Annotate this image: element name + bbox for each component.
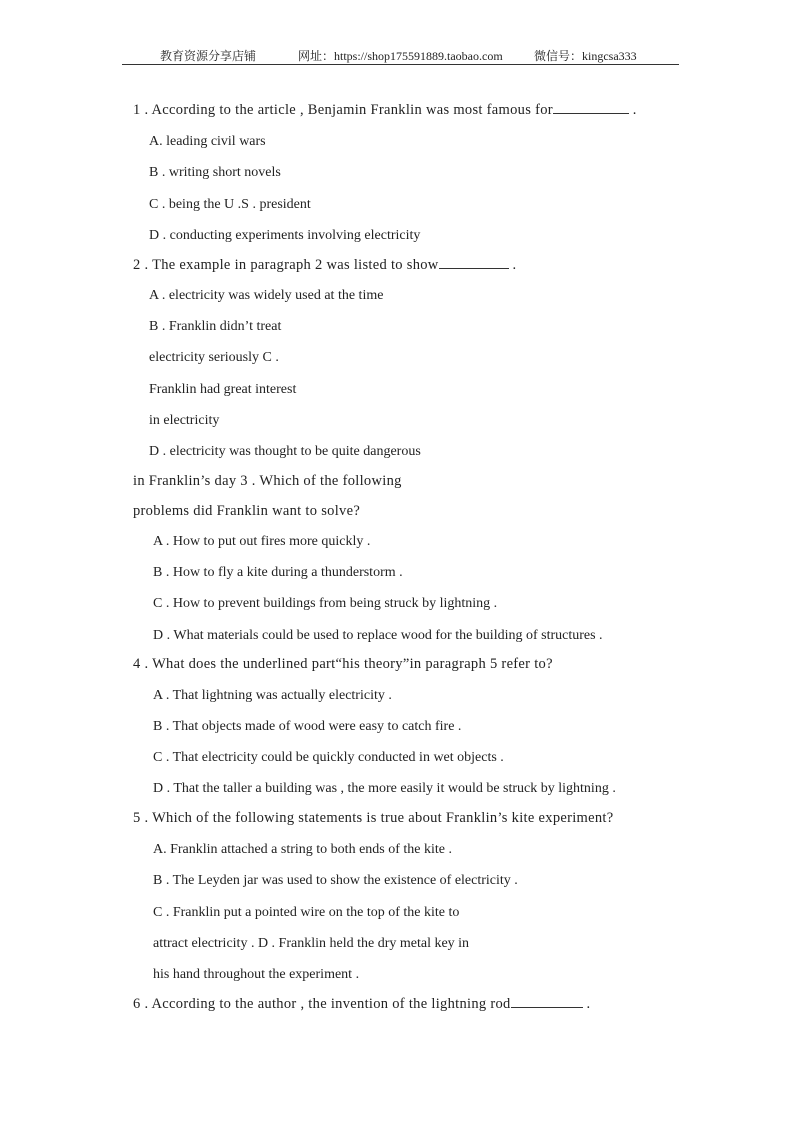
line-tail: .: [628, 102, 637, 118]
option-text: [153, 533, 370, 551]
line-text: C . Franklin put a pointed wire on the top of the kite to: [153, 905, 460, 920]
option-text: [149, 287, 383, 305]
answer-blank: [439, 256, 509, 269]
option-text: [153, 687, 392, 705]
option-text: [153, 564, 403, 582]
question-text: [133, 809, 614, 827]
line-text: C . How to prevent buildings from being struck by lightning .: [153, 596, 498, 611]
option-text: [153, 780, 616, 798]
answer-blank: [511, 995, 583, 1008]
line-text: B . writing short novels: [149, 165, 281, 180]
line-text: attract electricity . D . Franklin held the dry metal key in: [153, 936, 470, 951]
question-text: [133, 995, 590, 1013]
line-text: B . That objects made of wood were easy to catch fire .: [153, 719, 462, 734]
line-text: B . How to fly a kite during a thunderstorm .: [153, 565, 403, 580]
option-text: [149, 443, 421, 461]
option-text: [149, 412, 219, 430]
question-text: [133, 655, 553, 673]
option-text: [153, 872, 518, 890]
line-text: 6 . According to the author , the invention of the lightning rod: [133, 996, 511, 1012]
question-text: [133, 256, 516, 274]
option-text: [149, 227, 420, 245]
line-text: A. leading civil wars: [149, 134, 266, 149]
option-text: [153, 841, 452, 859]
option-text: [153, 904, 459, 922]
line-text: in electricity: [149, 413, 220, 428]
line-text: his hand throughout the experiment .: [153, 967, 360, 982]
line-text: A . How to put out fires more quickly .: [153, 534, 371, 549]
line-text: 2 . The example in paragraph 2 was listed to show: [133, 257, 439, 273]
answer-blank: [553, 101, 629, 114]
line-text: 5 . Which of the following statements is true about Franklin’s kite experiment?: [133, 810, 614, 826]
line-tail: .: [508, 257, 517, 273]
line-text: A . That lightning was actually electricity .: [153, 688, 392, 703]
shop-url: 网址：https://shop175591889.taobao.com: [298, 49, 503, 63]
question-text: [133, 101, 637, 119]
option-text: [149, 196, 311, 214]
line-text: B . The Leyden jar was used to show the existence of electricity .: [153, 873, 518, 888]
line-text: D . conducting experiments involving electricity: [149, 228, 421, 243]
question-text: [133, 472, 402, 490]
line-text: A . electricity was widely used at the time: [149, 288, 384, 303]
option-text: [149, 318, 281, 336]
line-text: problems did Franklin want to solve?: [133, 503, 361, 519]
option-text: [149, 349, 279, 367]
option-text: [153, 749, 504, 767]
wechat-id: 微信号：kingcsa333: [534, 49, 637, 63]
page-header: [122, 44, 679, 65]
option-text: [153, 935, 469, 953]
line-text: D . electricity was thought to be quite dangerous: [149, 444, 421, 459]
line-text: electricity seriously C .: [149, 350, 279, 365]
line-text: in Franklin’s day 3 . Which of the following: [133, 473, 402, 489]
line-text: D . What materials could be used to replace wood for the building of structures .: [153, 628, 603, 643]
line-text: A. Franklin attached a string to both ends of the kite .: [153, 842, 452, 857]
line-text: C . That electricity could be quickly conducted in wet objects .: [153, 750, 504, 765]
line-text: B . Franklin didn’t treat: [149, 319, 282, 334]
option-text: [153, 627, 603, 645]
shop-name: 教育资源分享店铺: [160, 49, 257, 63]
option-text: [149, 164, 281, 182]
option-text: [153, 595, 497, 613]
line-text: D . That the taller a building was , the more easily it would be struck by lightning .: [153, 781, 616, 796]
option-text: [149, 381, 296, 399]
question-text: [133, 502, 360, 520]
line-text: C . being the U .S . president: [149, 197, 311, 212]
option-text: [153, 966, 359, 984]
option-text: [153, 718, 461, 736]
line-tail: .: [582, 996, 591, 1012]
line-text: 1 . According to the article , Benjamin Franklin was most famous for: [133, 102, 553, 118]
line-text: 4 . What does the underlined part“his theory”in paragraph 5 refer to?: [133, 656, 553, 672]
option-text: [149, 133, 266, 151]
line-text: Franklin had great interest: [149, 382, 297, 397]
